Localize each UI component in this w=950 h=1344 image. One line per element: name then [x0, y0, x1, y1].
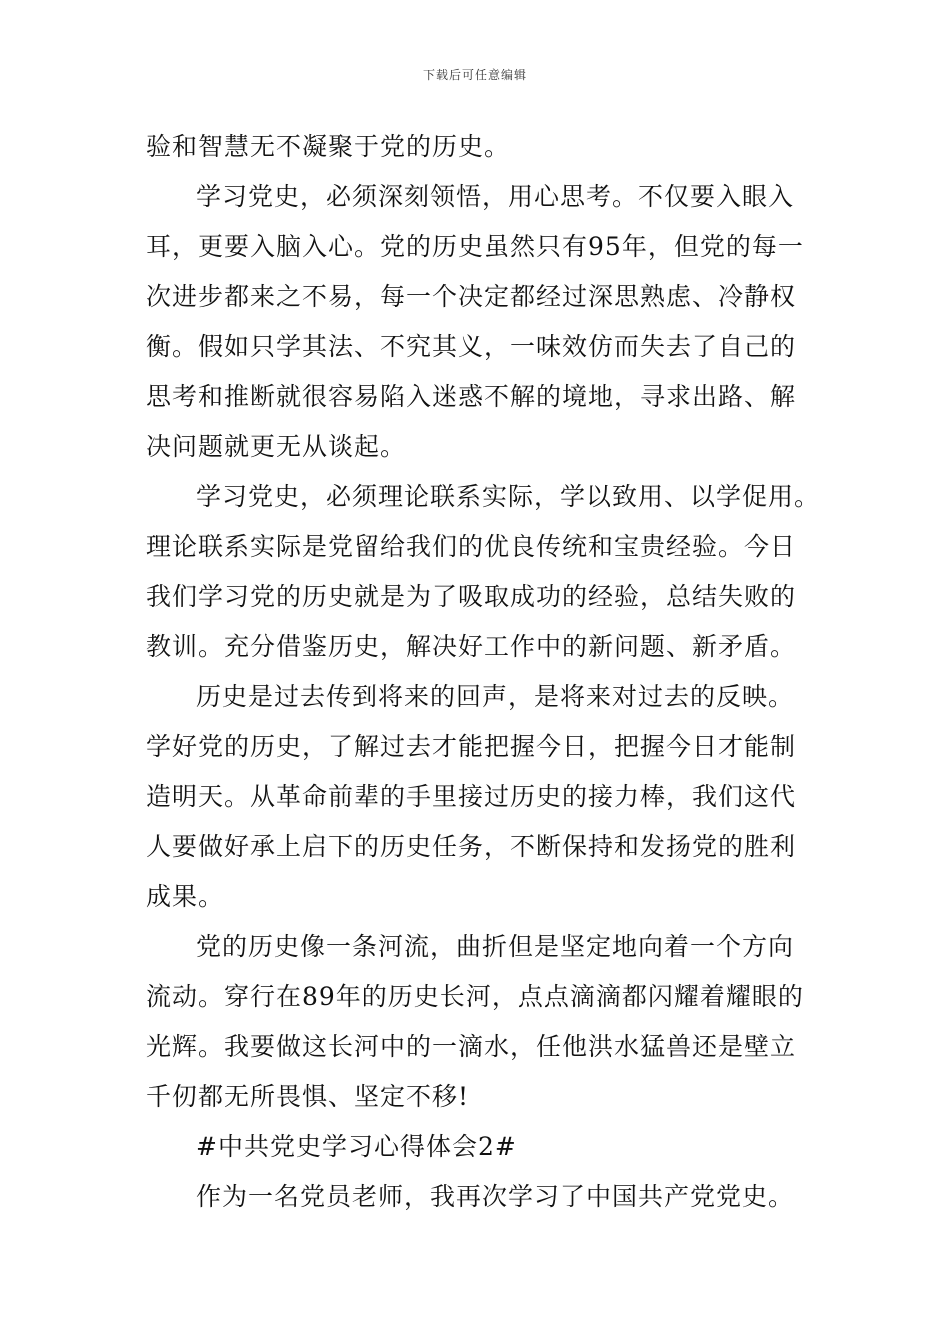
text-line: #中共党史学习心得体会2# — [196, 1132, 517, 1161]
text-line: 人要做好承上启下的历史任务，不断保持和发扬党的胜利 — [146, 832, 797, 861]
document-body — [146, 122, 826, 1222]
page-header: 下载后可任意编辑 — [422, 68, 527, 82]
text-line: 作为一名党员老师，我再次学习了中国共产党党史。 — [196, 1182, 795, 1211]
text-line: 验和智慧无不凝聚于党的历史。 — [146, 132, 511, 161]
text-line: 衡。假如只学其法、不究其义，一味效仿而失去了自己的 — [146, 332, 797, 361]
text-line: 次进步都来之不易，每一个决定都经过深思熟虑、冷静权 — [146, 282, 797, 311]
text-line: 决问题就更无从谈起。 — [146, 432, 407, 461]
text-line: 学习党史，必须深刻领悟，用心思考。不仅要入眼入 — [196, 182, 795, 211]
text-line: 思考和推断就很容易陷入迷惑不解的境地，寻求出路、解 — [146, 382, 797, 411]
text-line: 学好党的历史，了解过去才能把握今日，把握今日才能制 — [146, 732, 797, 761]
text-line: 造明天。从革命前辈的手里接过历史的接力棒，我们这代 — [146, 782, 797, 811]
text-line: 党的历史像一条河流，曲折但是坚定地向着一个方向 — [196, 932, 795, 961]
text-line: 千仞都无所畏惧、坚定不移! — [146, 1082, 470, 1111]
text-line: 耳，更要入脑入心。党的历史虽然只有95年，但党的每一 — [146, 232, 804, 261]
text-line: 光辉。我要做这长河中的一滴水，任他洪水猛兽还是壁立 — [146, 1032, 797, 1061]
text-line: 学习党史，必须理论联系实际，学以致用、以学促用。 — [196, 482, 821, 511]
text-line: 成果。 — [146, 882, 225, 911]
text-line: 教训。充分借鉴历史，解决好工作中的新问题、新矛盾。 — [146, 632, 797, 661]
text-line: 历史是过去传到将来的回声，是将来对过去的反映。 — [196, 682, 795, 711]
text-line: 理论联系实际是党留给我们的优良传统和宝贵经验。今日 — [146, 532, 797, 561]
text-line: 我们学习党的历史就是为了吸取成功的经验，总结失败的 — [146, 582, 797, 611]
text-line: 流动。穿行在89年的历史长河，点点滴滴都闪耀着耀眼的 — [146, 982, 804, 1011]
